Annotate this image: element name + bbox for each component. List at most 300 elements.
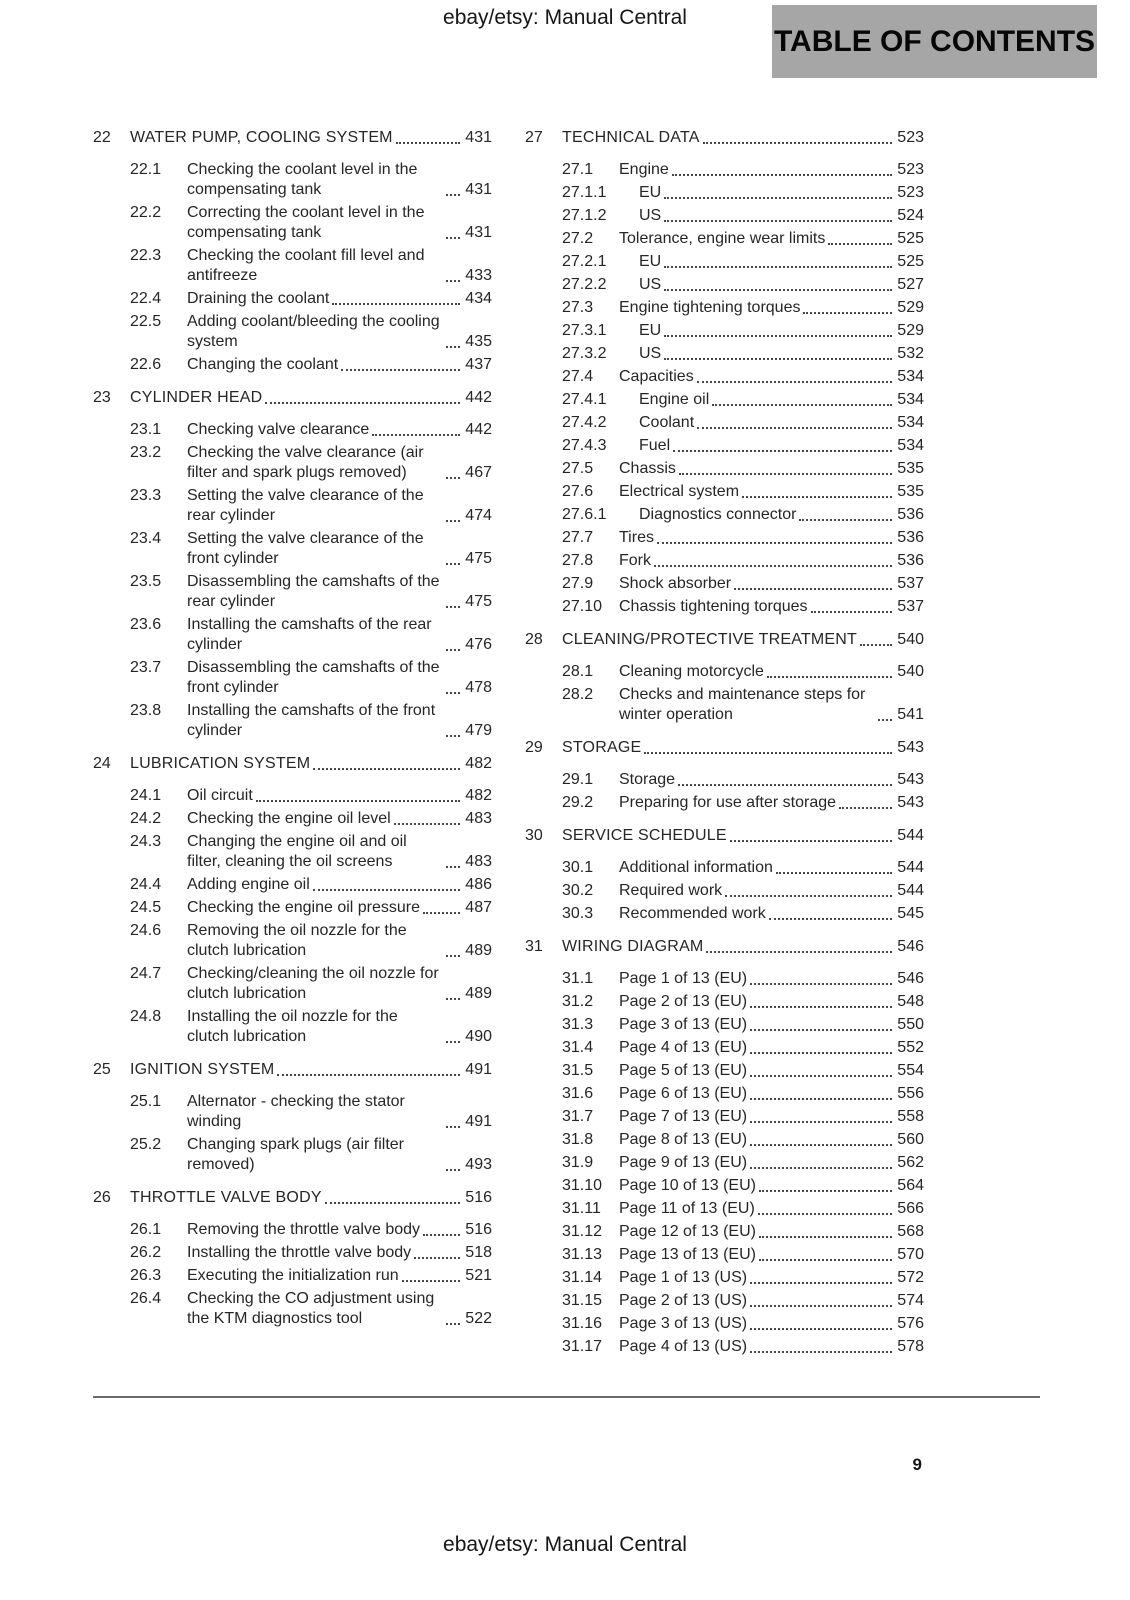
toc-entry-title: Checking the coolant level in the compensating tank bbox=[187, 161, 418, 198]
toc-entry[interactable] bbox=[525, 206, 924, 226]
toc-entry-page: 534 bbox=[897, 368, 924, 385]
toc-entry-title: THROTTLE VALVE BODY bbox=[130, 1189, 322, 1206]
toc-entry-title: Coolant bbox=[639, 414, 695, 431]
toc-entry-title: STORAGE bbox=[562, 739, 642, 756]
dot-leader bbox=[750, 1144, 892, 1146]
toc-entry-title: Page 4 of 13 (US) bbox=[619, 1338, 748, 1355]
toc-entry-title: WATER PUMP, COOLING SYSTEM bbox=[130, 129, 393, 146]
toc-entry-number: 27.6 bbox=[562, 483, 594, 500]
toc-entry-number: 31.7 bbox=[562, 1108, 594, 1125]
table-of-contents-banner bbox=[772, 5, 1097, 78]
toc-entry-number: 24 bbox=[93, 755, 111, 772]
toc-entry-number: 31.3 bbox=[562, 1016, 594, 1033]
toc-entry-page: 493 bbox=[465, 1156, 492, 1173]
toc-entry-title: Preparing for use after storage bbox=[619, 794, 837, 811]
toc-entry[interactable] bbox=[525, 1084, 924, 1104]
toc-entry[interactable] bbox=[525, 275, 924, 295]
toc-entry-number: 27.3 bbox=[562, 299, 594, 316]
toc-entry-page: 574 bbox=[897, 1292, 924, 1309]
toc-entry-title: CYLINDER HEAD bbox=[130, 389, 263, 406]
toc-section-items bbox=[525, 858, 924, 924]
toc-entry-number: 31.14 bbox=[562, 1269, 603, 1286]
toc-entry-page: 516 bbox=[465, 1221, 492, 1238]
toc-chapter-entry[interactable] bbox=[93, 388, 492, 408]
toc-entry-body bbox=[619, 528, 924, 548]
toc-entry-page: 516 bbox=[465, 1189, 492, 1206]
toc-entry-page: 543 bbox=[897, 771, 924, 788]
toc-entry[interactable] bbox=[93, 443, 492, 483]
dot-leader bbox=[759, 1259, 892, 1261]
toc-entry-page: 482 bbox=[465, 787, 492, 804]
toc-entry-title: Engine oil bbox=[639, 391, 710, 408]
toc-entry-title: Oil circuit bbox=[187, 787, 253, 804]
toc-entry-number: 24.8 bbox=[130, 1008, 162, 1025]
dot-leader bbox=[878, 719, 892, 721]
toc-entry-title: Checking the engine oil level bbox=[187, 810, 391, 827]
dot-leader bbox=[697, 427, 892, 429]
toc-entry-number: 27.1.2 bbox=[562, 207, 607, 224]
dot-leader bbox=[759, 1190, 892, 1192]
toc-entry[interactable] bbox=[525, 969, 924, 989]
toc-section-items bbox=[93, 420, 492, 741]
toc-entry-number: 27.1 bbox=[562, 161, 594, 178]
toc-entry[interactable] bbox=[525, 685, 924, 725]
toc-entry[interactable] bbox=[93, 355, 492, 375]
toc-entry-title: Additional information bbox=[619, 859, 773, 876]
toc-entry[interactable] bbox=[525, 1314, 924, 1334]
toc-entry-title: Removing the throttle valve body bbox=[187, 1221, 421, 1238]
toc-entry-body bbox=[187, 964, 492, 1004]
toc-entry[interactable] bbox=[93, 289, 492, 309]
toc-entry[interactable] bbox=[525, 1107, 924, 1127]
dot-leader bbox=[664, 197, 892, 199]
toc-entry[interactable] bbox=[525, 413, 924, 433]
toc-chapter-entry[interactable] bbox=[525, 630, 924, 650]
toc-entry-page: 518 bbox=[465, 1244, 492, 1261]
toc-entry-title: Installing the camshafts of the rear cylinder bbox=[187, 616, 432, 653]
toc-entry-title: Storage bbox=[619, 771, 676, 788]
toc-entry-number: 27.1.1 bbox=[562, 184, 607, 201]
dot-leader bbox=[758, 1213, 892, 1215]
toc-entry[interactable] bbox=[525, 597, 924, 617]
toc-entry[interactable] bbox=[525, 183, 924, 203]
dot-leader bbox=[730, 840, 892, 842]
toc-entry-title: Capacities bbox=[619, 368, 694, 385]
toc-entry-number: 22.3 bbox=[130, 247, 162, 264]
toc-entry-title: Page 12 of 13 (EU) bbox=[619, 1223, 756, 1240]
toc-entry-page: 552 bbox=[897, 1039, 924, 1056]
footer-divider bbox=[93, 1396, 1040, 1398]
toc-entry[interactable] bbox=[93, 809, 492, 829]
toc-entry-page: 556 bbox=[897, 1085, 924, 1102]
toc-entry-page: 541 bbox=[897, 706, 924, 723]
toc-entry-page: 576 bbox=[897, 1315, 924, 1332]
toc-entry-page: 566 bbox=[897, 1200, 924, 1217]
toc-entry-page: 536 bbox=[897, 552, 924, 569]
toc-entry-title: Checking valve clearance bbox=[187, 421, 370, 438]
toc-entry[interactable] bbox=[93, 875, 492, 895]
toc-entry-number: 27.2.1 bbox=[562, 253, 607, 270]
dot-leader bbox=[750, 1052, 892, 1054]
toc-entry[interactable] bbox=[525, 505, 924, 525]
toc-entry-page: 546 bbox=[897, 938, 924, 955]
toc-entry-page: 546 bbox=[897, 970, 924, 987]
dot-leader bbox=[446, 477, 460, 479]
toc-entry-number: 31.12 bbox=[562, 1223, 603, 1240]
toc-entry-body bbox=[619, 1130, 924, 1150]
toc-entry-number: 24.7 bbox=[130, 965, 162, 982]
toc-chapter-entry[interactable] bbox=[93, 128, 492, 148]
toc-entry-page: 482 bbox=[465, 755, 492, 772]
toc-section bbox=[93, 1060, 492, 1175]
toc-entry[interactable] bbox=[525, 881, 924, 901]
toc-chapter-entry[interactable] bbox=[93, 754, 492, 774]
toc-section-items bbox=[93, 1092, 492, 1175]
toc-entry-title: Cleaning motorcycle bbox=[619, 663, 764, 680]
toc-entry[interactable] bbox=[93, 529, 492, 569]
toc-entry-number: 31.4 bbox=[562, 1039, 594, 1056]
toc-entry-body bbox=[187, 898, 492, 918]
toc-entry[interactable] bbox=[525, 793, 924, 813]
toc-entry-number: 27.5 bbox=[562, 460, 594, 477]
toc-entry-number: 24.1 bbox=[130, 787, 162, 804]
toc-entry[interactable] bbox=[93, 1135, 492, 1175]
toc-entry-page: 548 bbox=[897, 993, 924, 1010]
dot-leader bbox=[742, 496, 892, 498]
toc-entry[interactable] bbox=[93, 203, 492, 243]
toc-entry-title: Page 2 of 13 (EU) bbox=[619, 993, 748, 1010]
dot-leader bbox=[750, 1328, 892, 1330]
toc-entry-page: 578 bbox=[897, 1338, 924, 1355]
toc-entry-page: 562 bbox=[897, 1154, 924, 1171]
toc-entry[interactable] bbox=[525, 390, 924, 410]
toc-entry-body bbox=[619, 1245, 924, 1265]
toc-section bbox=[93, 388, 492, 741]
toc-entry-title: Page 1 of 13 (EU) bbox=[619, 970, 748, 987]
dot-leader bbox=[414, 1257, 460, 1259]
toc-entry-title: CLEANING/PROTECTIVE TREATMENT bbox=[562, 631, 858, 648]
toc-entry-body bbox=[130, 388, 492, 408]
toc-entry-title: Tolerance, engine wear limits bbox=[619, 230, 826, 247]
toc-entry[interactable] bbox=[525, 904, 924, 924]
toc-entry-body bbox=[187, 1092, 492, 1132]
toc-section-items bbox=[525, 969, 924, 1357]
toc-entry-body bbox=[639, 321, 924, 341]
toc-entry-number: 23.2 bbox=[130, 444, 162, 461]
toc-entry-body bbox=[619, 1061, 924, 1081]
toc-entry-body bbox=[130, 128, 492, 148]
dot-leader bbox=[697, 381, 892, 383]
toc-entry-page: 431 bbox=[465, 129, 492, 146]
toc-chapter-entry[interactable] bbox=[525, 128, 924, 148]
toc-entry[interactable] bbox=[525, 1337, 924, 1357]
toc-entry-title: Disassembling the camshafts of the front cylinder bbox=[187, 659, 440, 696]
toc-entry-title: Checking/cleaning the oil nozzle for clutch lubrication bbox=[187, 965, 439, 1002]
toc-entry-body bbox=[619, 459, 924, 479]
toc-entry[interactable] bbox=[93, 1092, 492, 1132]
toc-entry[interactable] bbox=[525, 1015, 924, 1035]
dot-leader bbox=[750, 1351, 892, 1353]
dot-leader bbox=[446, 866, 460, 868]
dot-leader bbox=[750, 1006, 892, 1008]
toc-entry[interactable] bbox=[525, 1038, 924, 1058]
toc-entry-title: Page 10 of 13 (EU) bbox=[619, 1177, 756, 1194]
dot-leader bbox=[446, 280, 460, 282]
toc-entry-number: 31.16 bbox=[562, 1315, 603, 1332]
toc-entry-page: 431 bbox=[465, 224, 492, 241]
toc-entry-body bbox=[619, 1268, 924, 1288]
toc-entry-body bbox=[619, 574, 924, 594]
toc-entry-title: Diagnostics connector bbox=[639, 506, 797, 523]
toc-entry-title: Fuel bbox=[639, 437, 671, 454]
dot-leader bbox=[446, 563, 460, 565]
toc-entry-number: 24.5 bbox=[130, 899, 162, 916]
toc-entry-title: Executing the initialization run bbox=[187, 1267, 399, 1284]
toc-entry[interactable] bbox=[525, 1245, 924, 1265]
toc-entry-body bbox=[619, 770, 924, 790]
toc-chapter-entry[interactable] bbox=[93, 1188, 492, 1208]
toc-entry[interactable] bbox=[525, 160, 924, 180]
toc-entry-body bbox=[619, 1176, 924, 1196]
toc-entry[interactable] bbox=[525, 528, 924, 548]
toc-entry[interactable] bbox=[525, 229, 924, 249]
toc-chapter-entry[interactable] bbox=[93, 1060, 492, 1080]
toc-entry[interactable] bbox=[525, 1291, 924, 1311]
toc-entry[interactable] bbox=[93, 615, 492, 655]
toc-entry-page: 544 bbox=[897, 859, 924, 876]
toc-entry[interactable] bbox=[525, 321, 924, 341]
toc-entry-number: 31.2 bbox=[562, 993, 594, 1010]
toc-entry-title: Page 2 of 13 (US) bbox=[619, 1292, 748, 1309]
dot-leader bbox=[750, 1305, 892, 1307]
toc-entry-number: 25.2 bbox=[130, 1136, 162, 1153]
toc-entry-body bbox=[187, 529, 492, 569]
toc-section bbox=[525, 630, 924, 725]
dot-leader bbox=[265, 402, 460, 404]
toc-entry[interactable] bbox=[525, 1061, 924, 1081]
toc-entry-title: Installing the camshafts of the front cylinder bbox=[187, 702, 436, 739]
dot-leader bbox=[396, 142, 460, 144]
toc-entry-page: 537 bbox=[897, 598, 924, 615]
toc-entry-number: 23.4 bbox=[130, 530, 162, 547]
dot-leader bbox=[446, 520, 460, 522]
toc-entry[interactable] bbox=[525, 1176, 924, 1196]
toc-entry[interactable] bbox=[93, 1266, 492, 1286]
toc-entry-number: 31.17 bbox=[562, 1338, 603, 1355]
toc-entry-body bbox=[187, 160, 492, 200]
toc-entry-title: Checking the engine oil pressure bbox=[187, 899, 421, 916]
toc-entry-title: TECHNICAL DATA bbox=[562, 129, 700, 146]
toc-entry-body bbox=[619, 1291, 924, 1311]
toc-entry[interactable] bbox=[93, 786, 492, 806]
dot-leader bbox=[446, 346, 460, 348]
dot-leader bbox=[423, 912, 460, 914]
toc-entry[interactable] bbox=[525, 770, 924, 790]
dot-leader bbox=[332, 303, 460, 305]
page-top-watermark: ebay/etsy: Manual Central bbox=[443, 6, 687, 29]
toc-entry-page: 540 bbox=[897, 631, 924, 648]
toc-entry-title: Checking the coolant fill level and antifreeze bbox=[187, 247, 425, 284]
toc-entry-page: 560 bbox=[897, 1131, 924, 1148]
toc-entry[interactable] bbox=[525, 344, 924, 364]
toc-entry[interactable] bbox=[93, 1007, 492, 1047]
toc-entry[interactable] bbox=[525, 1130, 924, 1150]
toc-entry[interactable] bbox=[525, 1199, 924, 1219]
toc-entry[interactable] bbox=[525, 1153, 924, 1173]
dot-leader bbox=[446, 1041, 460, 1043]
toc-entry[interactable] bbox=[93, 246, 492, 286]
toc-entry[interactable] bbox=[93, 1289, 492, 1329]
dot-leader bbox=[277, 1074, 460, 1076]
toc-entry[interactable] bbox=[93, 1220, 492, 1240]
toc-entry-title: Changing the coolant bbox=[187, 356, 339, 373]
toc-section-items bbox=[525, 160, 924, 617]
toc-chapter-entry[interactable] bbox=[525, 738, 924, 758]
toc-entry[interactable] bbox=[93, 420, 492, 440]
toc-entry[interactable] bbox=[93, 964, 492, 1004]
toc-entry[interactable] bbox=[525, 858, 924, 878]
toc-entry-number: 24.2 bbox=[130, 810, 162, 827]
toc-entry[interactable] bbox=[93, 658, 492, 698]
dot-leader bbox=[657, 542, 892, 544]
toc-entry-page: 522 bbox=[465, 1310, 492, 1327]
dot-leader bbox=[811, 611, 892, 613]
toc-entry-body bbox=[619, 881, 924, 901]
toc-entry-number: 23.1 bbox=[130, 421, 162, 438]
toc-entry-number: 30.2 bbox=[562, 882, 594, 899]
toc-entry-body bbox=[562, 128, 924, 148]
toc-entry[interactable] bbox=[93, 486, 492, 526]
toc-entry-body bbox=[619, 1337, 924, 1357]
toc-entry-title: Page 13 of 13 (EU) bbox=[619, 1246, 756, 1263]
toc-entry[interactable] bbox=[93, 898, 492, 918]
toc-entry-number: 23.3 bbox=[130, 487, 162, 504]
toc-entry-page: 467 bbox=[465, 464, 492, 481]
toc-entry-title: US bbox=[639, 276, 662, 293]
toc-entry-page: 564 bbox=[897, 1177, 924, 1194]
toc-entry-number: 29 bbox=[525, 739, 543, 756]
toc-entry-number: 26.3 bbox=[130, 1267, 162, 1284]
toc-entry[interactable] bbox=[525, 298, 924, 318]
toc-entry-page: 475 bbox=[465, 550, 492, 567]
toc-entry[interactable] bbox=[525, 574, 924, 594]
toc-entry-body bbox=[187, 246, 492, 286]
toc-entry-body bbox=[130, 1060, 492, 1080]
toc-entry[interactable] bbox=[525, 436, 924, 456]
toc-entry-number: 28.1 bbox=[562, 663, 594, 680]
dot-leader bbox=[799, 519, 892, 521]
toc-entry-title: Draining the coolant bbox=[187, 290, 330, 307]
toc-entry-body bbox=[639, 413, 924, 433]
toc-entry[interactable] bbox=[93, 572, 492, 612]
toc-entry[interactable] bbox=[93, 921, 492, 961]
toc-entry[interactable] bbox=[93, 832, 492, 872]
dot-leader bbox=[673, 450, 892, 452]
toc-entry-body bbox=[187, 572, 492, 612]
toc-section bbox=[525, 738, 924, 813]
toc-column-1 bbox=[93, 128, 492, 1360]
dot-leader bbox=[654, 565, 892, 567]
toc-entry-number: 30.3 bbox=[562, 905, 594, 922]
toc-entry-title: Checking the valve clearance (air filter and spark plugs removed) bbox=[187, 444, 424, 481]
toc-entry-body bbox=[187, 289, 492, 309]
toc-section bbox=[93, 754, 492, 1047]
toc-entry-body bbox=[187, 420, 492, 440]
toc-entry[interactable] bbox=[93, 160, 492, 200]
dot-leader bbox=[706, 951, 892, 953]
toc-entry-title: Fork bbox=[619, 552, 651, 569]
dot-leader bbox=[341, 369, 460, 371]
dot-leader bbox=[750, 1282, 892, 1284]
toc-entry-body bbox=[562, 937, 924, 957]
toc-entry-title: Page 8 of 13 (EU) bbox=[619, 1131, 748, 1148]
toc-entry[interactable] bbox=[93, 701, 492, 741]
toc-entry-page: 523 bbox=[897, 161, 924, 178]
toc-entry-number: 27.10 bbox=[562, 598, 603, 615]
toc-entry-title: Checking the CO adjustment using the KTM diagnostics tool bbox=[187, 1290, 435, 1327]
toc-entry-body bbox=[187, 1289, 492, 1329]
dot-leader bbox=[446, 606, 460, 608]
toc-entry-body bbox=[187, 203, 492, 243]
toc-entry[interactable] bbox=[525, 252, 924, 272]
toc-entry[interactable] bbox=[525, 551, 924, 571]
toc-entry-number: 31.6 bbox=[562, 1085, 594, 1102]
toc-section-items bbox=[525, 770, 924, 813]
toc-entry-number: 27.4.2 bbox=[562, 414, 607, 431]
toc-entry[interactable] bbox=[525, 459, 924, 479]
toc-entry-title: IGNITION SYSTEM bbox=[130, 1061, 275, 1078]
dot-leader bbox=[664, 289, 892, 291]
toc-entry-number: 23.8 bbox=[130, 702, 162, 719]
dot-leader bbox=[767, 676, 892, 678]
toc-entry-title: Recommended work bbox=[619, 905, 766, 922]
toc-section bbox=[525, 128, 924, 617]
toc-chapter-entry[interactable] bbox=[525, 826, 924, 846]
toc-entry-page: 532 bbox=[897, 345, 924, 362]
toc-entry-body bbox=[619, 858, 924, 878]
dot-leader bbox=[664, 335, 892, 337]
toc-entry-title: Electrical system bbox=[619, 483, 740, 500]
toc-entry-number: 31.9 bbox=[562, 1154, 594, 1171]
toc-entry-number: 26.1 bbox=[130, 1221, 162, 1238]
toc-entry-title: Checks and maintenance steps for winter operation bbox=[619, 686, 866, 723]
toc-entry[interactable] bbox=[525, 367, 924, 387]
toc-entry-body bbox=[130, 1188, 492, 1208]
toc-entry[interactable] bbox=[93, 1243, 492, 1263]
toc-entry-title: Removing the oil nozzle for the clutch lubrication bbox=[187, 922, 407, 959]
page-number: 9 bbox=[912, 1455, 922, 1474]
toc-entry-page: 442 bbox=[465, 389, 492, 406]
toc-entry-body bbox=[619, 160, 924, 180]
toc-chapter-entry[interactable] bbox=[525, 937, 924, 957]
toc-entry[interactable] bbox=[525, 662, 924, 682]
dot-leader bbox=[750, 1167, 892, 1169]
toc-entry-number: 25.1 bbox=[130, 1093, 162, 1110]
toc-entry-page: 474 bbox=[465, 507, 492, 524]
toc-entry-title: Installing the oil nozzle for the clutch lubrication bbox=[187, 1008, 398, 1045]
toc-entry-body bbox=[639, 344, 924, 364]
toc-entry[interactable] bbox=[525, 1268, 924, 1288]
toc-entry-page: 434 bbox=[465, 290, 492, 307]
toc-entry[interactable] bbox=[93, 312, 492, 352]
toc-entry-page: 486 bbox=[465, 876, 492, 893]
toc-body bbox=[93, 128, 924, 1360]
toc-entry-page: 525 bbox=[897, 253, 924, 270]
toc-entry[interactable] bbox=[525, 1222, 924, 1242]
toc-entry[interactable] bbox=[525, 992, 924, 1012]
toc-entry-number: 24.6 bbox=[130, 922, 162, 939]
toc-entry[interactable] bbox=[525, 482, 924, 502]
